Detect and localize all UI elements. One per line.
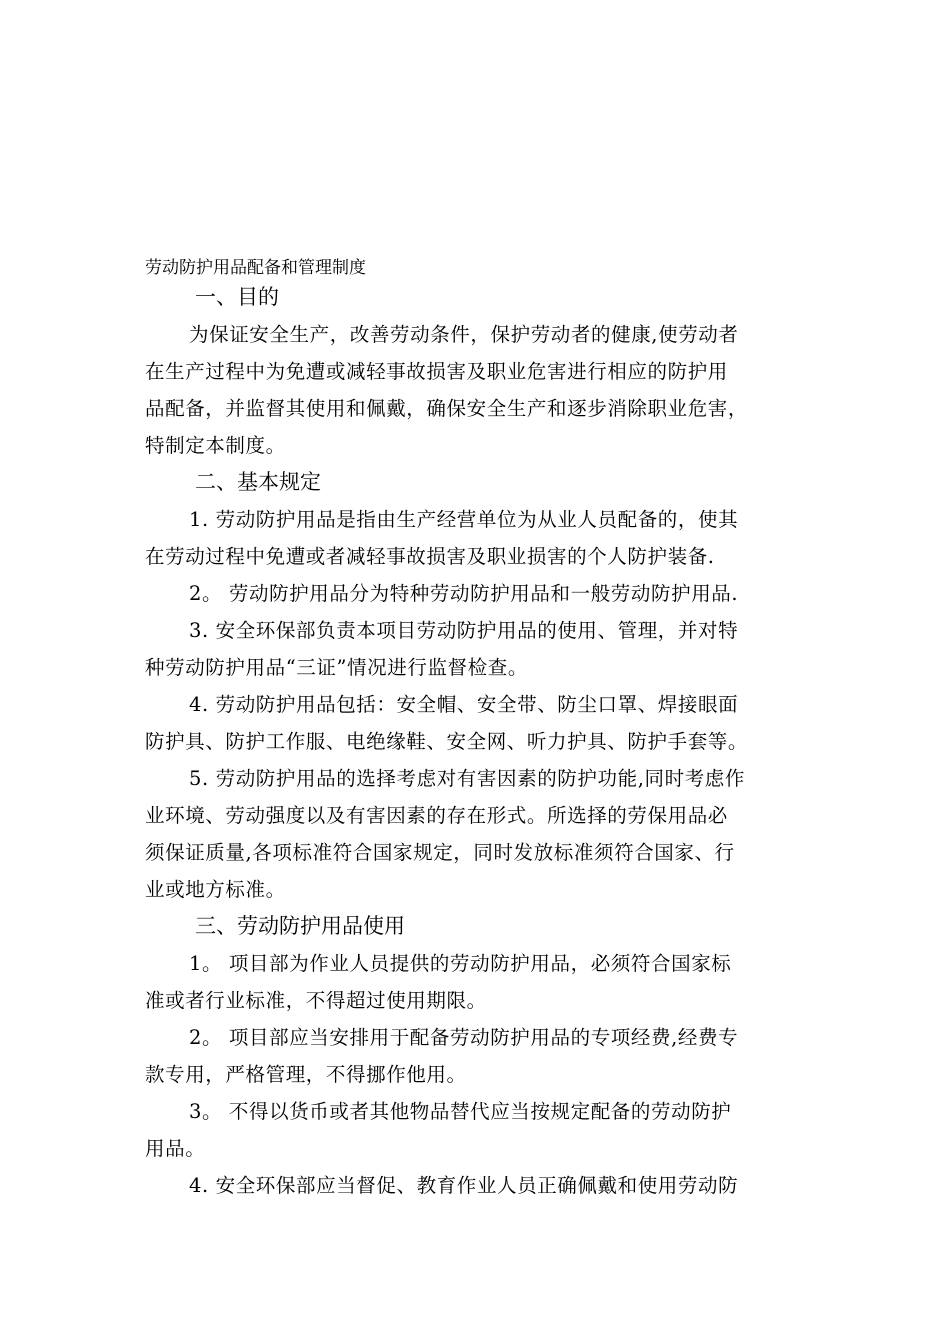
paragraph [145,612,813,686]
section-heading-usage: 三、劳动防护用品使用 [195,914,405,938]
paragraph [145,945,813,1019]
paragraph-line: 1. 劳动防护用品是指由生产经营单位为从业人员配备的，使其 [189,508,739,531]
paragraph-line: 1。 项目部为作业人员提供的劳动防护用品，必须符合国家标 [189,952,732,975]
paragraph-line: 3。 不得以货币或者其他物品替代应当按规定配备的劳动防护 [189,1100,732,1123]
section-heading-purpose: 一、目的 [195,285,279,309]
paragraph [145,760,813,908]
document-body [145,279,813,1204]
document-title: 劳动防护用品配备和管理制度 [145,258,366,278]
paragraph [145,686,813,760]
paragraph-line: 3. 安全环保部负责本项目劳动防护用品的使用、管理，并对特 [189,619,739,642]
paragraph-line: 为保证安全生产，改善劳动条件，保护劳动者的健康,使劳动者 [189,323,739,346]
paragraph-line: 4. 劳动防护用品包括：安全帽、安全带、防尘口罩、焊接眼面 [189,693,739,716]
paragraph-line: 业或地方标准。 [145,878,286,901]
paragraph-line: 品配备，并监督其使用和佩戴，确保安全生产和逐步消除职业危害， [145,397,749,420]
paragraph [145,316,813,464]
paragraph-line: 5. 劳动防护用品的选择考虑对有害因素的防护功能,同时考虑作 [189,767,746,790]
paragraph [145,1167,813,1204]
paragraph-line: 种劳动防护用品“三证”情况进行监督检查。 [145,656,528,679]
paragraph [145,501,813,575]
paragraph-line: 防护具、防护工作服、电绝缘鞋、安全网、听力护具、防护手套等。 [145,730,749,753]
paragraph-line: 业环境、劳动强度以及有害因素的存在形式。所选择的劳保用品必 [145,804,728,827]
paragraph-line: 准或者行业标准，不得超过使用期限。 [145,989,487,1012]
paragraph-line: 须保证质量,各项标准符合国家规定，同时发放标准须符合国家、行 [145,841,735,864]
paragraph-line: 4. 安全环保部应当督促、教育作业人员正确佩戴和使用劳动防 [189,1174,739,1197]
paragraph-line: 特制定本制度。 [145,434,286,457]
paragraph-line: 2。 项目部应当安排用于配备劳动防护用品的专项经费,经费专 [189,1026,739,1049]
paragraph [145,1093,813,1167]
paragraph-line: 在生产过程中为免遭或减轻事故损害及职业危害进行相应的防护用 [145,360,728,383]
paragraph [145,575,813,612]
paragraph-line: 用品。 [145,1137,206,1160]
paragraph-line: 款专用，严格管理，不得挪作他用。 [145,1063,467,1086]
paragraph-line: 在劳动过程中免遭或者减轻事故损害及职业损害的个人防护装备. [145,545,715,568]
section-heading-basic-rules: 二、基本规定 [195,470,321,494]
paragraph-line: 2。 劳动防护用品分为特种劳动防护用品和一般劳动防护用品. [189,582,739,605]
paragraph [145,1019,813,1093]
